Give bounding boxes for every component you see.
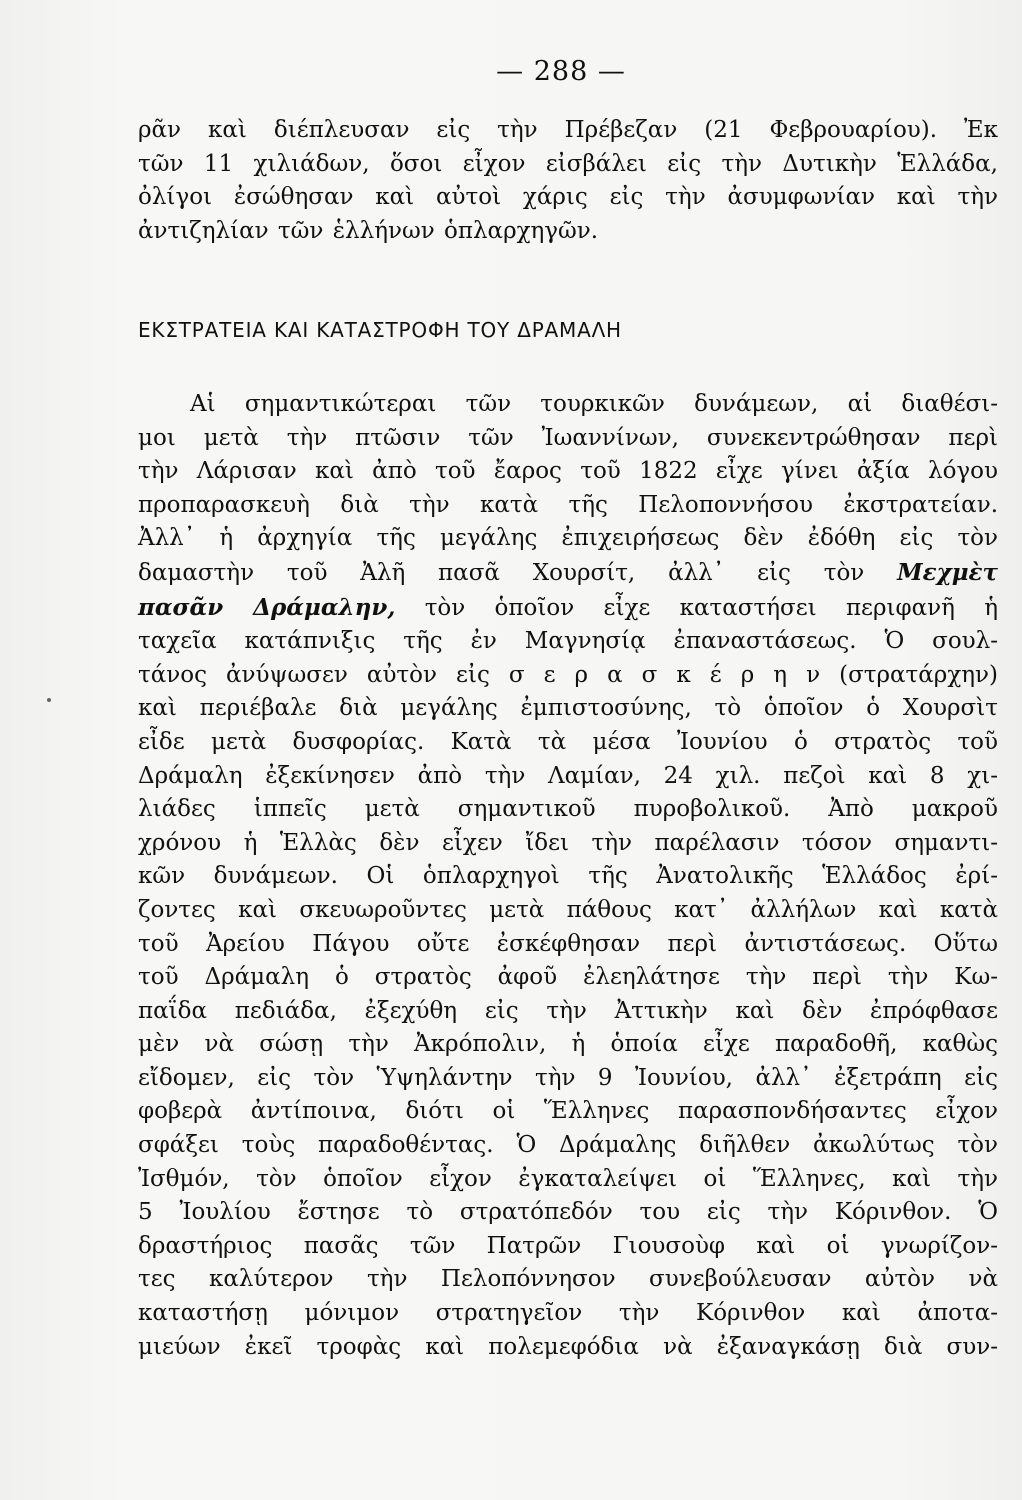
text-line: σφάξει τοὺς παραδοθέντας. Ὁ Δράμαλης διῆλθεν ἀκωλύτως τὸν xyxy=(138,1132,998,1159)
text-line-part: τὸν ὁποῖον εἶχε καταστήσει περιφανῆ ἡ xyxy=(424,594,999,621)
text-line: ταχεῖα κατάπνιξις τῆς ἐν Μαγνησίᾳ ἐπαναστάσεως. Ὁ σουλ- xyxy=(138,628,998,655)
text-line: τες καλύτερον τὴν Πελοπόννησον συνεβούλευσαν αὐτὸν νὰ xyxy=(138,1266,998,1293)
margin-mark xyxy=(47,698,51,702)
text-line: τάνος ἀνύψωσεν αὐτὸν εἰς σ ε ρ α σ κ έ ρ η ν (στρατάρχην) xyxy=(138,661,998,688)
text-line: εἶδε μετὰ δυσφορίας. Κατὰ τὰ μέσα Ἰουνίου ὁ στρατὸς τοῦ xyxy=(138,728,998,755)
intro-paragraph xyxy=(138,114,998,248)
text-line: ζοντες καὶ σκευωροῦντες μετὰ πάθους κατ᾽ ἀλλήλων καὶ κατὰ xyxy=(138,896,998,923)
text-line: εἴδομεν, εἰς τὸν Ὑψηλάντην τὴν 9 Ἰουνίου, ἀλλ᾽ ἐξετράπη εἰς xyxy=(138,1064,998,1091)
main-paragraph xyxy=(138,388,998,1364)
text-line: τὴν Λάρισαν καὶ ἀπὸ τοῦ ἔαρος τοῦ 1822 εἶχε γίνει ἀξία λόγου xyxy=(138,458,998,485)
text-line: μιεύων ἐκεῖ τροφὰς καὶ πολεμεφόδια νὰ ἐξαναγκάσῃ διὰ συν- xyxy=(138,1333,998,1360)
page-number: — 288 — xyxy=(496,56,626,87)
text-line: Δράμαλη ἐξεκίνησεν ἀπὸ τὴν Λαμίαν, 24 χιλ. πεζοὶ καὶ 8 χι- xyxy=(138,762,998,789)
text-line: τοῦ Δράμαλη ὁ στρατὸς ἀφοῦ ἐλεηλάτησε τὴν περὶ τὴν Κω- xyxy=(138,964,998,991)
text-line: Ἀλλ᾽ ἡ ἀρχηγία τῆς μεγάλης ἐπιχειρήσεως δὲν ἐδόθη εἰς τὸν xyxy=(138,525,998,552)
emphasized-name: Μεχμὲτ xyxy=(897,558,999,586)
text-line: ρᾶν καὶ διέπλευσαν εἰς τὴν Πρέβεζαν (21 Φεβρουαρίου). Ἐκ xyxy=(138,117,998,143)
emphasized-name: πασᾶν Δράμαλην, xyxy=(138,593,396,621)
text-line: καὶ περιέβαλε διὰ μεγάλης ἐμπιστοσύνης, τὸ ὁποῖον ὁ Χουρσὶτ xyxy=(138,695,998,722)
text-line: κῶν δυνάμεων. Οἱ ὁπλαρχηγοὶ τῆς Ἀνατολικῆς Ἑλλάδος ἐρί- xyxy=(138,863,998,890)
text-line xyxy=(138,556,998,591)
text-line: παΐδα πεδιάδα, ἐξεχύθη εἰς τὴν Ἀττικὴν καὶ δὲν ἐπρόφθασε xyxy=(138,997,998,1024)
text-line: μὲν νὰ σώσῃ τὴν Ἀκρόπολιν, ἡ ὁποία εἶχε παραδοθῆ, καθὼς xyxy=(138,1031,998,1058)
text-line: λιάδες ἱππεῖς μετὰ σημαντικοῦ πυροβολικοῦ. Ἀπὸ μακροῦ xyxy=(138,796,998,823)
text-line: ἀντιζηλίαν τῶν ἑλλήνων ὁπλαρχηγῶν. xyxy=(138,217,599,244)
text-line: τοῦ Ἀρείου Πάγου οὔτε ἐσκέφθησαν περὶ ἀντιστάσεως. Οὕτω xyxy=(138,930,998,957)
text-line: τῶν 11 χιλιάδων, ὅσοι εἶχον εἰσβάλει εἰς τὴν Δυτικὴν Ἑλλάδα, xyxy=(138,150,998,177)
text-line: φοβερὰ ἀντίποινα, διότι οἱ Ἕλληνες παρασπονδήσαντες εἶχον xyxy=(138,1098,998,1125)
text-line: χρόνου ἡ Ἑλλὰς δὲν εἶχεν ἴδει τὴν παρέλασιν τόσον σημαντι- xyxy=(138,829,998,856)
text-line: καταστήσῃ μόνιμον στρατηγεῖον τὴν Κόρινθον καὶ ἀποτα- xyxy=(138,1300,998,1327)
text-line: Ἰσθμόν, τὸν ὁποῖον εἶχον ἐγκαταλείψει οἱ Ἕλληνες, καὶ τὴν xyxy=(138,1165,998,1192)
section-heading: ΕΚΣΤΡΑΤΕΙΑ ΚΑΙ ΚΑΤΑΣΤΡΟΦΗ ΤΟΥ ΔΡΑΜΑΛΗ xyxy=(138,318,622,342)
text-line: μοι μετὰ τὴν πτῶσιν τῶν Ἰωαννίνων, συνεκεντρώθησαν περὶ xyxy=(138,424,998,451)
text-line: δραστήριος πασᾶς τῶν Πατρῶν Γιουσοὺφ καὶ οἱ γνωρίζον- xyxy=(138,1232,998,1259)
text-line-part: δαμαστὴν τοῦ Ἀλῆ πασᾶ Χουρσίτ, ἀλλ᾽ εἰς τὸν xyxy=(138,559,865,586)
text-line: ὀλίγοι ἐσώθησαν καὶ αὐτοὶ χάρις εἰς τὴν ἀσυμφωνίαν καὶ τὴν xyxy=(138,184,998,211)
text-line xyxy=(138,591,998,626)
text-line: 5 Ἰουλίου ἔστησε τὸ στρατόπεδόν του εἰς τὴν Κόρινθον. Ὁ xyxy=(138,1199,998,1226)
text-line: προπαρασκευὴ διὰ τὴν κατὰ τῆς Πελοποννήσου ἐκστρατείαν. xyxy=(138,491,998,518)
text-line: Αἱ σημαντικώτεραι τῶν τουρκικῶν δυνάμεων, αἱ διαθέσι- xyxy=(190,391,998,417)
